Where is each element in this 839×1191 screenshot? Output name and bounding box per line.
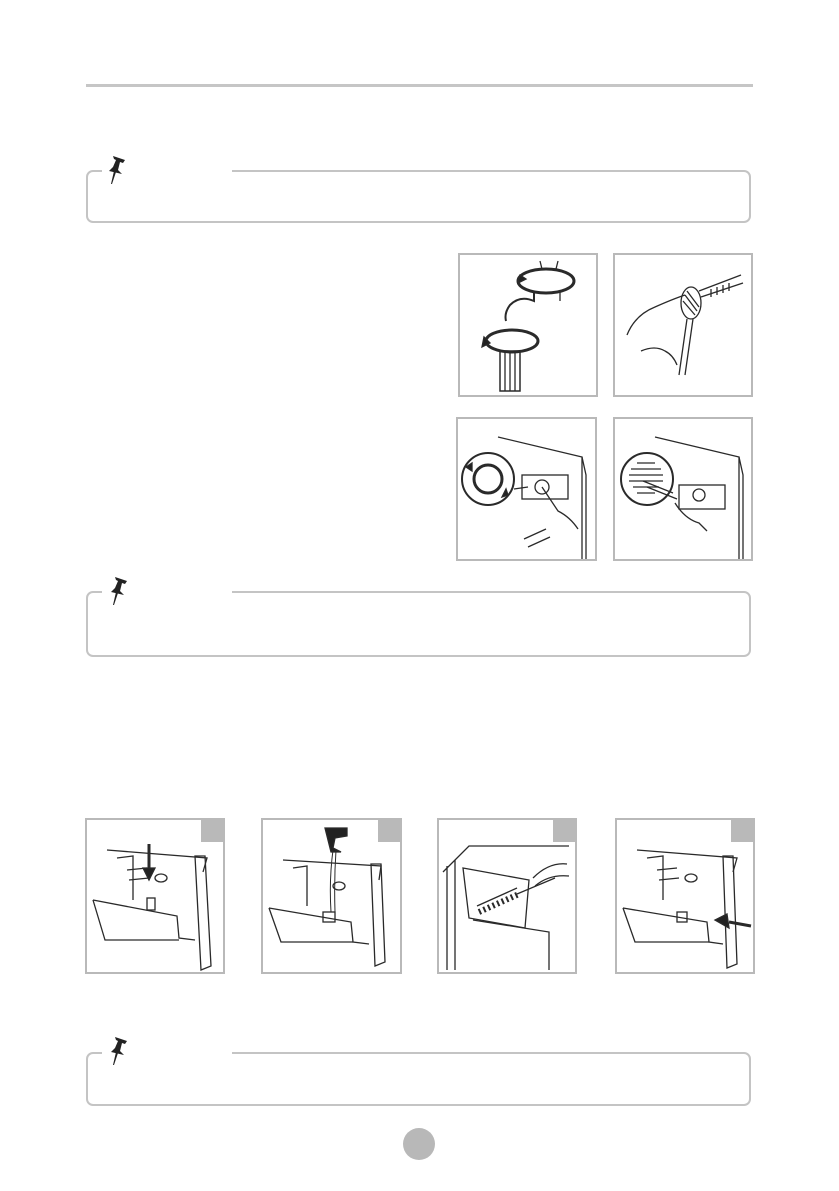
figure-brush-drawer-recess <box>437 818 577 974</box>
figure-push-drawer-back <box>615 818 755 974</box>
page-number-badge <box>403 1128 435 1160</box>
pushpin-icon <box>104 154 130 188</box>
figure-rinse-drawer-under-tap <box>261 818 402 974</box>
pushpin-icon <box>106 575 132 609</box>
note-box <box>86 1052 751 1106</box>
note-box <box>86 170 751 223</box>
figure-pull-out-inlet-filter <box>613 417 753 561</box>
figure-brush-hose-filter <box>613 253 753 397</box>
pushpin-icon <box>106 1035 132 1069</box>
note-box <box>86 591 751 657</box>
header-rule <box>86 84 753 87</box>
figure-press-dispenser-lever <box>85 818 225 974</box>
figure-unscrew-hose-from-machine <box>456 417 597 561</box>
figure-unscrew-tap-connector <box>458 253 598 397</box>
